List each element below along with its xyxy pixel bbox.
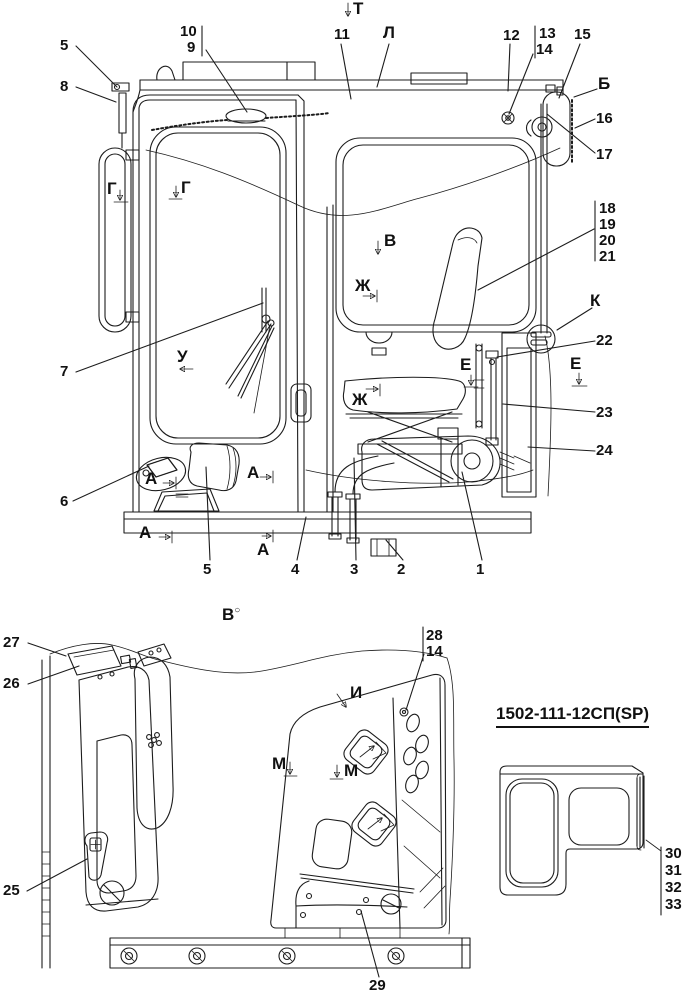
view-mark-letter: К bbox=[590, 291, 601, 310]
callout-25: 25 bbox=[3, 882, 20, 899]
callout-29: 29 bbox=[369, 977, 386, 994]
callout-33: 33 bbox=[665, 896, 682, 913]
view-mark-Е bbox=[570, 355, 581, 372]
view-mark-М bbox=[272, 755, 286, 772]
callout-18: 18 bbox=[599, 200, 616, 217]
callout-24: 24 bbox=[596, 442, 613, 459]
view-mark-А bbox=[257, 541, 269, 558]
callout-10: 10 bbox=[180, 23, 197, 40]
callout-28: 28 bbox=[426, 627, 443, 644]
view-mark-А bbox=[145, 470, 157, 487]
view-mark-letter: Е bbox=[570, 354, 582, 373]
callout-22: 22 bbox=[596, 332, 613, 349]
callout-26: 26 bbox=[3, 675, 20, 692]
callout-30: 30 bbox=[665, 845, 682, 862]
callout-5: 5 bbox=[60, 37, 69, 54]
view-mark-Е bbox=[460, 356, 471, 373]
view-mark-У bbox=[177, 348, 188, 365]
inset-part-number: 1502-111-12СП(SP) bbox=[496, 704, 649, 728]
view-mark-letter: И bbox=[350, 683, 363, 702]
callout-5: 5 bbox=[203, 561, 212, 578]
view-mark-letter: Г bbox=[181, 178, 191, 197]
rotated-view-circle: ○ bbox=[234, 605, 241, 616]
view-mark-И bbox=[350, 684, 362, 701]
callout-17: 17 bbox=[596, 146, 613, 163]
view-mark-К bbox=[590, 292, 600, 309]
callout-20: 20 bbox=[599, 232, 616, 249]
view-mark-letter: М bbox=[344, 761, 359, 780]
callout-19: 19 bbox=[599, 216, 616, 233]
callout-4: 4 bbox=[291, 561, 300, 578]
view-mark-Ж bbox=[352, 391, 367, 408]
callout-3: 3 bbox=[350, 561, 359, 578]
view-mark-Л bbox=[383, 24, 395, 41]
view-mark-letter: М bbox=[272, 754, 287, 773]
callout-16: 16 bbox=[596, 110, 613, 127]
view-mark-М bbox=[344, 762, 358, 779]
callout-9: 9 bbox=[187, 39, 196, 56]
callout-7: 7 bbox=[60, 363, 69, 380]
view-mark-Ж bbox=[355, 277, 370, 294]
view-mark-Г bbox=[107, 180, 117, 197]
callout-15: 15 bbox=[574, 26, 591, 43]
view-mark-letter: Г bbox=[107, 179, 117, 198]
callout-2: 2 bbox=[397, 561, 406, 578]
view-mark-letter: Ж bbox=[352, 390, 368, 409]
callout-31: 31 bbox=[665, 862, 682, 879]
view-mark-letter: А bbox=[257, 540, 270, 559]
callout-8: 8 bbox=[60, 78, 69, 95]
view-mark-А bbox=[247, 464, 259, 481]
view-mark-В bbox=[384, 232, 396, 249]
view-mark-letter: В bbox=[222, 605, 235, 624]
view-mark-letter: Б bbox=[598, 74, 611, 93]
view-mark-letter: А bbox=[139, 523, 152, 542]
callout-32: 32 bbox=[665, 879, 682, 896]
callout-6: 6 bbox=[60, 493, 69, 510]
view-mark-letter: А bbox=[247, 463, 260, 482]
view-mark-letter: А bbox=[145, 469, 158, 488]
view-mark-letter: В bbox=[384, 231, 397, 250]
callout-23: 23 bbox=[596, 404, 613, 421]
view-mark-letter: Л bbox=[383, 23, 395, 42]
callout-13: 13 bbox=[539, 25, 556, 42]
view-mark-Б bbox=[598, 75, 610, 92]
callout-27: 27 bbox=[3, 634, 20, 651]
view-mark-letter: У bbox=[177, 347, 188, 366]
view-mark-letter: Е bbox=[460, 355, 472, 374]
callout-12: 12 bbox=[503, 27, 520, 44]
callout-14: 14 bbox=[536, 41, 553, 58]
callout-14: 14 bbox=[426, 643, 443, 660]
callout-21: 21 bbox=[599, 248, 616, 265]
callout-11: 11 bbox=[334, 26, 350, 43]
callout-1: 1 bbox=[476, 561, 485, 578]
view-mark-letter: Ж bbox=[355, 276, 371, 295]
view-mark-Г bbox=[181, 179, 191, 196]
view-mark-letter: Т bbox=[353, 0, 364, 18]
view-mark-Т bbox=[353, 0, 363, 17]
view-mark-А bbox=[139, 524, 151, 541]
view-mark-В bbox=[222, 602, 240, 623]
